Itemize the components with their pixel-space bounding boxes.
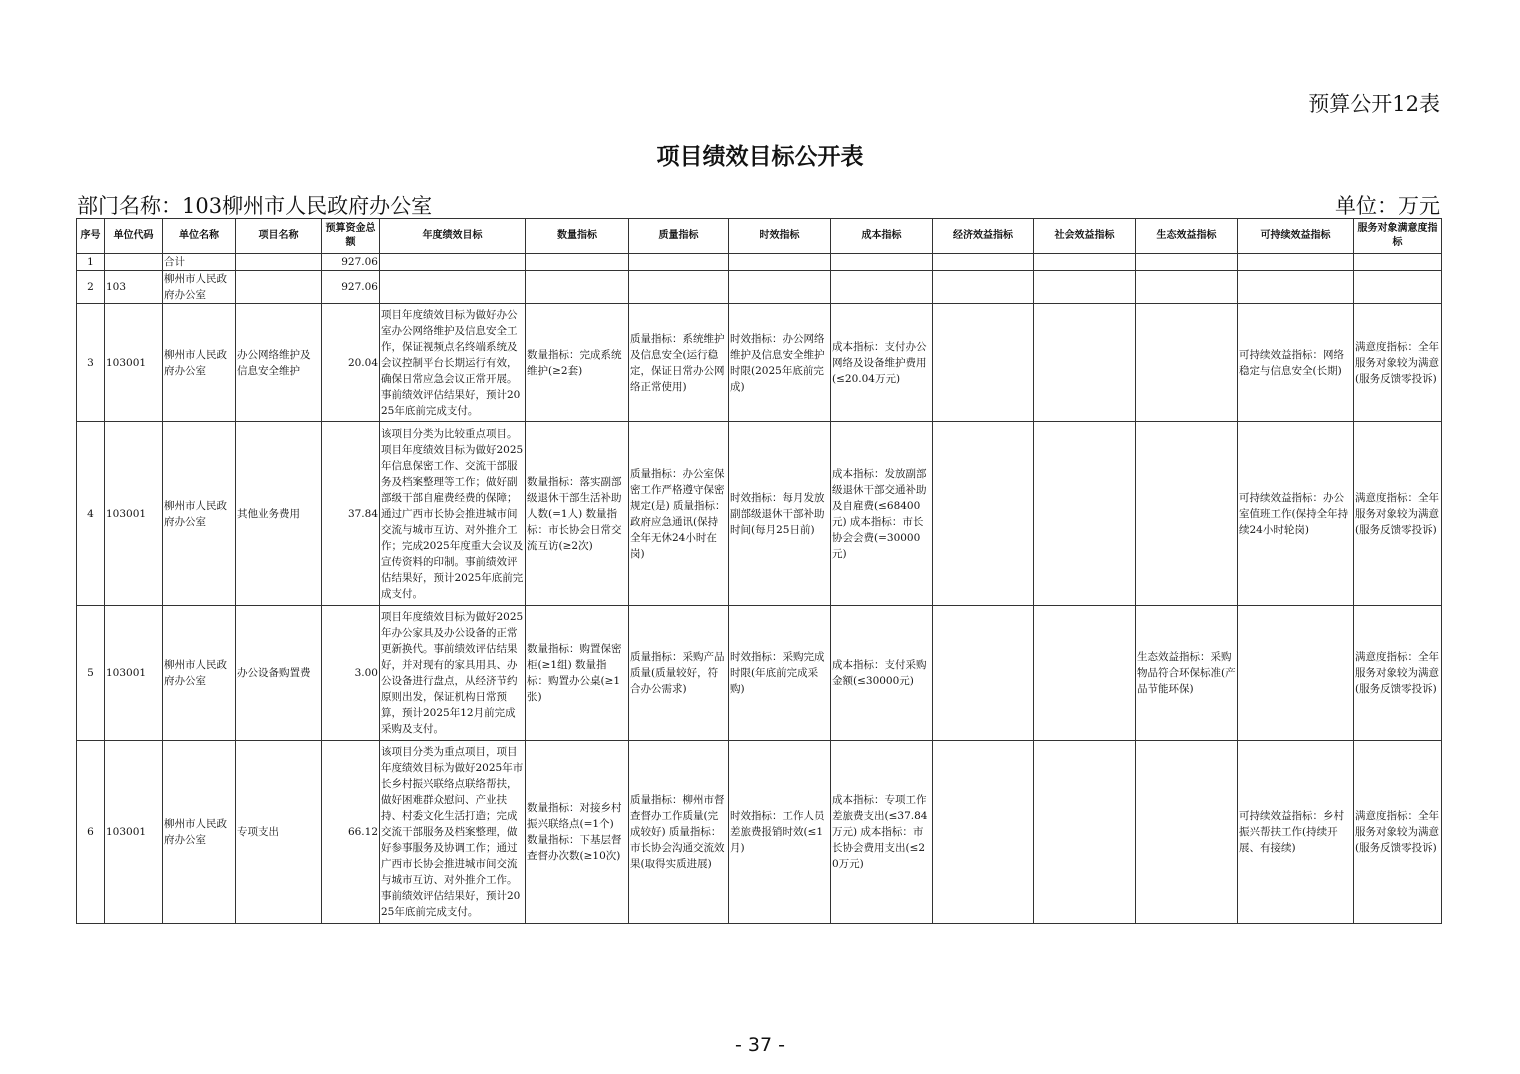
cell-annual-goal <box>380 254 526 271</box>
cell-social <box>1034 741 1136 924</box>
cell-cost: 成本指标：支付办公网络及设备维护费用(≤20.04万元) <box>831 304 933 422</box>
cell-economic <box>933 606 1034 741</box>
cell-unit-code: 103001 <box>105 304 163 422</box>
header-cell: 服务对象满意度指标 <box>1354 219 1442 254</box>
department-name: 部门名称：103柳州市人民政府办公室 <box>77 194 433 218</box>
table-header-row <box>77 219 1442 254</box>
cell-ecological <box>1136 254 1238 271</box>
cell-ecological <box>1136 304 1238 422</box>
header-cell: 年度绩效目标 <box>380 219 526 254</box>
cell-quantity: 数量指标：落实副部级退休干部生活补助人数(=1人) 数量指标：市长协会日常交流互访(≥2次) <box>526 422 629 606</box>
cell-timeliness <box>729 254 831 271</box>
cell-unit-code: 103001 <box>105 606 163 741</box>
header-cell: 数量指标 <box>526 219 629 254</box>
cell-sustainable <box>1238 271 1354 304</box>
cell-cost: 成本指标：支付采购金额(≤30000元) <box>831 606 933 741</box>
cell-unit-name: 合计 <box>163 254 236 271</box>
cell-economic <box>933 741 1034 924</box>
cell-project-name: 其他业务费用 <box>236 422 322 606</box>
cell-timeliness: 时效指标：采购完成时限(年底前完成采购) <box>729 606 831 741</box>
cell-cost <box>831 254 933 271</box>
header-cell: 质量指标 <box>629 219 729 254</box>
cell-quantity: 数量指标：购置保密柜(≥1组) 数量指标：购置办公桌(≥1张) <box>526 606 629 741</box>
cell-sustainable <box>1238 254 1354 271</box>
table-number: 预算公开12表 <box>1308 92 1440 116</box>
cell-annual-goal: 该项目分类为比较重点项目。项目年度绩效目标为做好2025年信息保密工作、交流干部服务及档案整理等工作；做好副部级干部自雇费经费的保障；通过广西市长协会推进城市间交流与城市互访、对外推介工作；完成2025年度重大会议及宣传资料的印制。事前绩效评估结果好，预计2025年底前完成支付。 <box>380 422 526 606</box>
page-title: 项目绩效目标公开表 <box>656 144 864 170</box>
cell-unit-name: 柳州市人民政府办公室 <box>163 422 236 606</box>
cell-quality: 质量指标：柳州市督查督办工作质量(完成较好) 质量指标：市长协会沟通交流效果(取得实质进展) <box>629 741 729 924</box>
cell-timeliness <box>729 271 831 304</box>
cell-quantity: 数量指标：对接乡村振兴联络点(=1个) 数量指标：下基层督查督办次数(≥10次) <box>526 741 629 924</box>
header-cell: 时效指标 <box>729 219 831 254</box>
header-cell: 单位代码 <box>105 219 163 254</box>
page-number: - 37 - <box>735 1034 785 1056</box>
header-cell: 生态效益指标 <box>1136 219 1238 254</box>
cell-quality: 质量指标：采购产品质量(质量较好，符合办公需求) <box>629 606 729 741</box>
cell-sustainable: 可持续效益指标：乡村振兴帮扶工作(持续开展、有接续) <box>1238 741 1354 924</box>
cell-satisfaction <box>1354 271 1442 304</box>
cell-seq: 2 <box>77 271 105 304</box>
header-cell: 单位名称 <box>163 219 236 254</box>
cell-economic <box>933 254 1034 271</box>
cell-economic <box>933 271 1034 304</box>
cell-economic <box>933 304 1034 422</box>
cell-satisfaction: 满意度指标：全年服务对象较为满意(服务反馈零投诉) <box>1354 304 1442 422</box>
cell-annual-goal: 项目年度绩效目标为做好2025年办公家具及办公设备的正常更新换代。事前绩效评估结果好，并对现有的家具用具、办公设备进行盘点，从经济节约原则出发，保证机构日常预算，预计2025年12月前完成采购及支付。 <box>380 606 526 741</box>
cell-seq: 4 <box>77 422 105 606</box>
cell-seq: 1 <box>77 254 105 271</box>
cell-quantity <box>526 271 629 304</box>
cell-quality <box>629 271 729 304</box>
cell-satisfaction: 满意度指标：全年服务对象较为满意(服务反馈零投诉) <box>1354 422 1442 606</box>
cell-unit-name: 柳州市人民政府办公室 <box>163 741 236 924</box>
cell-annual-goal: 项目年度绩效目标为做好办公室办公网络维护及信息安全工作，保证视频点名终端系统及会议控制平台长期运行有效，确保日常应急会议正常开展。事前绩效评估结果好，预计2025年底前完成支付。 <box>380 304 526 422</box>
cell-cost: 成本指标：专项工作差旅费支出(≤37.84万元) 成本指标：市长协会费用支出(≤20万元) <box>831 741 933 924</box>
cell-social <box>1034 304 1136 422</box>
performance-table <box>76 218 1442 924</box>
cell-social <box>1034 606 1136 741</box>
table-row <box>77 304 1442 422</box>
cell-quantity <box>526 254 629 271</box>
cell-ecological <box>1136 271 1238 304</box>
cell-unit-name: 柳州市人民政府办公室 <box>163 271 236 304</box>
cell-sustainable <box>1238 606 1354 741</box>
cell-unit-name: 柳州市人民政府办公室 <box>163 606 236 741</box>
cell-unit-code: 103 <box>105 271 163 304</box>
table-row <box>77 254 1442 271</box>
cell-ecological <box>1136 741 1238 924</box>
cell-ecological <box>1136 422 1238 606</box>
cell-satisfaction: 满意度指标：全年服务对象较为满意(服务反馈零投诉) <box>1354 741 1442 924</box>
table-row <box>77 422 1442 606</box>
cell-project-name <box>236 271 322 304</box>
cell-unit-code: 103001 <box>105 422 163 606</box>
cell-seq: 5 <box>77 606 105 741</box>
cell-satisfaction: 满意度指标：全年服务对象较为满意(服务反馈零投诉) <box>1354 606 1442 741</box>
cell-quality: 质量指标：系统维护及信息安全(运行稳定，保证日常办公网络正常使用) <box>629 304 729 422</box>
header-cell: 社会效益指标 <box>1034 219 1136 254</box>
cell-budget: 37.84 <box>322 422 380 606</box>
cell-quality <box>629 254 729 271</box>
cell-social <box>1034 422 1136 606</box>
table-row <box>77 271 1442 304</box>
cell-budget: 20.04 <box>322 304 380 422</box>
header-cell: 序号 <box>77 219 105 254</box>
cell-ecological: 生态效益指标：采购物品符合环保标准(产品节能环保) <box>1136 606 1238 741</box>
header-cell: 成本指标 <box>831 219 933 254</box>
header-cell: 经济效益指标 <box>933 219 1034 254</box>
table-row <box>77 606 1442 741</box>
unit-label: 单位：万元 <box>1335 194 1440 218</box>
cell-annual-goal <box>380 271 526 304</box>
cell-cost <box>831 271 933 304</box>
cell-seq: 6 <box>77 741 105 924</box>
cell-project-name: 办公设备购置费 <box>236 606 322 741</box>
cell-timeliness: 时效指标：工作人员差旅费报销时效(≤1月) <box>729 741 831 924</box>
cell-sustainable: 可持续效益指标：网络稳定与信息安全(长期) <box>1238 304 1354 422</box>
header-cell: 预算资金总额 <box>322 219 380 254</box>
cell-project-name <box>236 254 322 271</box>
cell-unit-code <box>105 254 163 271</box>
cell-economic <box>933 422 1034 606</box>
cell-cost: 成本指标：发放副部级退休干部交通补助及自雇费(≤68400元) 成本指标：市长协会会费(=30000元) <box>831 422 933 606</box>
cell-unit-code: 103001 <box>105 741 163 924</box>
cell-project-name: 专项支出 <box>236 741 322 924</box>
cell-quantity: 数量指标：完成系统维护(≥2套) <box>526 304 629 422</box>
cell-quality: 质量指标：办公室保密工作严格遵守保密规定(是) 质量指标：政府应急通讯(保持全年无休24小时在岗) <box>629 422 729 606</box>
cell-social <box>1034 254 1136 271</box>
cell-social <box>1034 271 1136 304</box>
cell-satisfaction <box>1354 254 1442 271</box>
cell-budget: 927.06 <box>322 254 380 271</box>
header-cell: 项目名称 <box>236 219 322 254</box>
cell-annual-goal: 该项目分类为重点项目，项目年度绩效目标为做好2025年市长乡村振兴联络点联络帮扶，做好困难群众慰问、产业扶持、村委文化生活打造；完成交流干部服务及档案整理，做好参事服务及协调工作；通过广西市长协会推进城市间交流与城市互访、对外推介工作。事前绩效评估结果好，预计2025年底前完成支付。 <box>380 741 526 924</box>
cell-timeliness: 时效指标：办公网络维护及信息安全维护时限(2025年底前完成) <box>729 304 831 422</box>
cell-budget: 3.00 <box>322 606 380 741</box>
cell-budget: 927.06 <box>322 271 380 304</box>
table-row <box>77 741 1442 924</box>
cell-sustainable: 可持续效益指标：办公室值班工作(保持全年持续24小时轮岗) <box>1238 422 1354 606</box>
cell-seq: 3 <box>77 304 105 422</box>
cell-budget: 66.12 <box>322 741 380 924</box>
cell-unit-name: 柳州市人民政府办公室 <box>163 304 236 422</box>
header-cell: 可持续效益指标 <box>1238 219 1354 254</box>
cell-timeliness: 时效指标：每月发放副部级退休干部补助时间(每月25日前) <box>729 422 831 606</box>
cell-project-name: 办公网络维护及信息安全维护 <box>236 304 322 422</box>
